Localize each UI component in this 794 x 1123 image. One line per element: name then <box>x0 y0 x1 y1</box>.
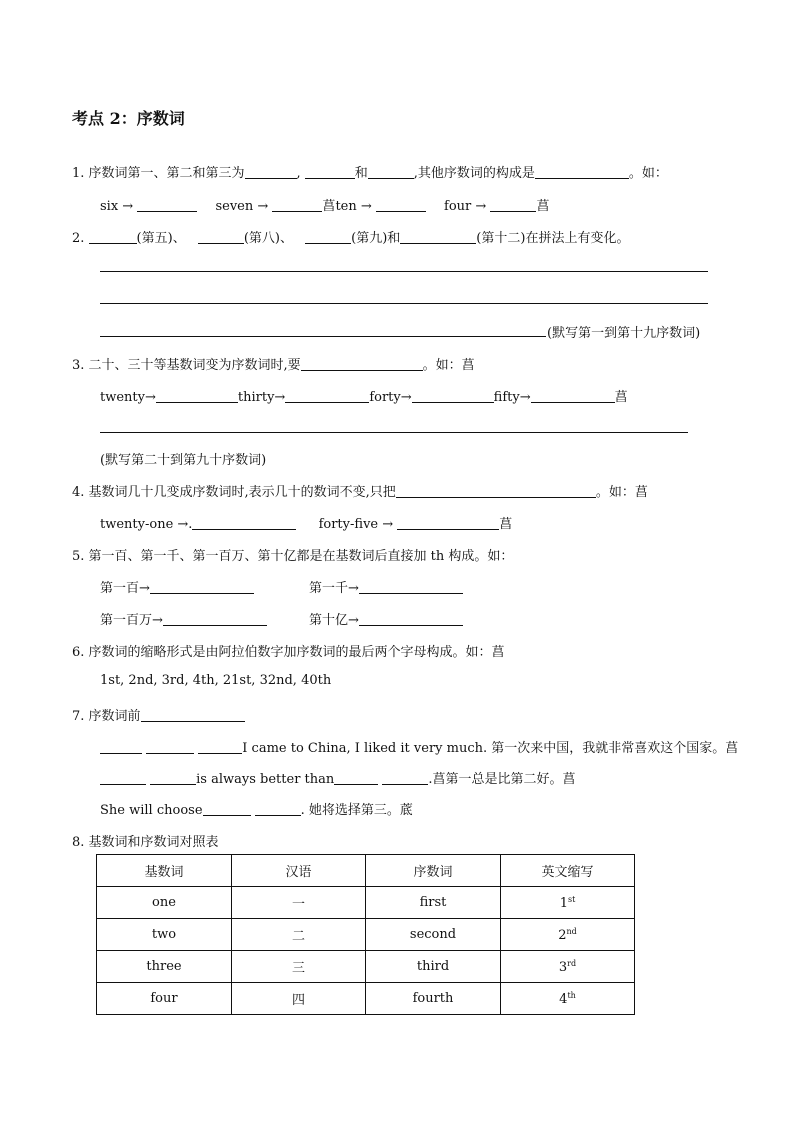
q1-examples: six → seven → 菖ten → four → 菖 <box>100 199 550 214</box>
table-header-row <box>97 855 635 887</box>
cell-chinese: 一 <box>232 887 366 919</box>
q8-title: 8. 基数词和序数词对照表 <box>72 835 219 850</box>
table-row <box>97 919 635 951</box>
q3-twenty-blank[interactable] <box>156 388 238 403</box>
header-chinese: 汉语 <box>232 855 366 887</box>
q2-blank-5th[interactable] <box>89 229 137 244</box>
q2-write-line-2[interactable] <box>100 303 708 304</box>
cell-ordinal: fourth <box>366 983 501 1015</box>
q2-blank-12th[interactable] <box>400 229 476 244</box>
q7-example-1: I came to China, I liked it very much. 第一次来中国，我就非常喜欢这个国家。菖 <box>100 737 738 756</box>
section-title: 考点 2：序数词 <box>72 109 185 128</box>
q4-line: 4. 基数词几十几变成序数词时,表示几十的数词不变,只把 。如：菖 <box>72 485 648 500</box>
q1-six-blank[interactable] <box>137 197 197 212</box>
q1-blank-3[interactable] <box>368 164 414 179</box>
q1-ten-blank[interactable] <box>376 197 426 212</box>
cell-abbreviation: 2nd <box>501 919 635 951</box>
q4-examples: twenty-one →. forty-five → 菖 <box>100 517 513 532</box>
cell-cardinal: three <box>97 951 232 983</box>
cell-chinese: 三 <box>232 951 366 983</box>
header-cardinal: 基数词 <box>97 855 232 887</box>
q2-blank-8th[interactable] <box>198 229 244 244</box>
q7-example-2: is always better than .菖第一总是比第二好。菖 <box>100 768 576 787</box>
q7-blank-rule[interactable] <box>141 707 245 722</box>
q5-billion: 第十亿→ <box>309 609 463 628</box>
q7-ex1-blank-3[interactable] <box>198 739 242 754</box>
q5-billion-blank[interactable] <box>359 611 463 626</box>
table-row <box>97 951 635 983</box>
cell-abbreviation: 4th <box>501 983 635 1015</box>
q4-blank-rule[interactable] <box>396 483 596 498</box>
q1-blank-1[interactable] <box>245 164 297 179</box>
q4-twenty-one-blank[interactable] <box>192 515 296 530</box>
q3-write-line[interactable] <box>100 432 688 433</box>
q2-blank-9th[interactable] <box>305 229 351 244</box>
header-ordinal: 序数词 <box>366 855 501 887</box>
q1-line: 1. 序数词第一、第二和第三为 , 和 ,其他序数词的构成是 。如： <box>72 166 668 181</box>
cell-cardinal: four <box>97 983 232 1015</box>
q7-line: 7. 序数词前 <box>72 705 245 724</box>
q7-ex2-blank-4[interactable] <box>382 770 428 785</box>
q7-ex1-blank-2[interactable] <box>146 739 194 754</box>
cell-cardinal: one <box>97 887 232 919</box>
q3-note: (默写第二十到第九十序数词) <box>100 453 267 468</box>
q5-million: 第一百万→ <box>100 609 267 628</box>
q5-line: 5. 第一百、第一千、第一百万、第十亿都是在基数词后直接加 th 构成。如： <box>72 549 514 564</box>
q1-four-blank[interactable] <box>490 197 536 212</box>
q5-thousand-blank[interactable] <box>359 579 463 594</box>
table-row <box>97 983 635 1015</box>
cell-abbreviation: 1st <box>501 887 635 919</box>
q5-thousand: 第一千→ <box>309 577 463 596</box>
cell-chinese: 四 <box>232 983 366 1015</box>
q7-ex3-blank-1[interactable] <box>203 801 251 816</box>
q2-write-line-1[interactable] <box>100 271 708 272</box>
q6-line: 6. 序数词的缩略形式是由阿拉伯数字加序数词的最后两个字母构成。如：菖 <box>72 645 505 660</box>
q3-examples: twenty→ thirty→ forty→ fifty→ 菖 <box>100 390 628 405</box>
ordinal-table <box>96 854 635 1015</box>
header-abbreviation: 英文缩写 <box>501 855 635 887</box>
q2-line: 2. (第五)、 (第八)、 (第九)和 (第十二)在拼法上有变化。 <box>72 231 630 246</box>
cell-ordinal: third <box>366 951 501 983</box>
cell-chinese: 二 <box>232 919 366 951</box>
q5-hundred: 第一百→ <box>100 577 254 596</box>
q5-million-blank[interactable] <box>163 611 267 626</box>
q7-ex2-blank-1[interactable] <box>100 770 146 785</box>
q1-seven-blank[interactable] <box>272 197 322 212</box>
q7-ex1-blank-1[interactable] <box>100 739 142 754</box>
q7-ex2-blank-3[interactable] <box>334 770 378 785</box>
q5-hundred-blank[interactable] <box>150 579 254 594</box>
q3-blank-rule[interactable] <box>301 356 423 371</box>
cell-cardinal: two <box>97 919 232 951</box>
q1-blank-2[interactable] <box>305 164 355 179</box>
q7-ex2-blank-2[interactable] <box>150 770 196 785</box>
q6-examples: 1st, 2nd, 3rd, 4th, 21st, 32nd, 40th <box>100 673 332 688</box>
q7-ex3-blank-2[interactable] <box>255 801 301 816</box>
cell-abbreviation: 3rd <box>501 951 635 983</box>
q3-line: 3. 二十、三十等基数词变为序数词时,要 。如：菖 <box>72 358 475 373</box>
q3-thirty-blank[interactable] <box>285 388 369 403</box>
q7-example-3: She will choose . 她将选择第三。菧 <box>100 803 413 818</box>
q3-fifty-blank[interactable] <box>531 388 615 403</box>
q3-forty-blank[interactable] <box>412 388 494 403</box>
cell-ordinal: first <box>366 887 501 919</box>
q4-forty-five-blank[interactable] <box>397 515 499 530</box>
table-row <box>97 887 635 919</box>
q2-write-line-3[interactable] <box>100 336 546 337</box>
cell-ordinal: second <box>366 919 501 951</box>
q2-note: (默写第一到第十九序数词) <box>547 326 701 341</box>
q1-blank-4[interactable] <box>535 164 629 179</box>
